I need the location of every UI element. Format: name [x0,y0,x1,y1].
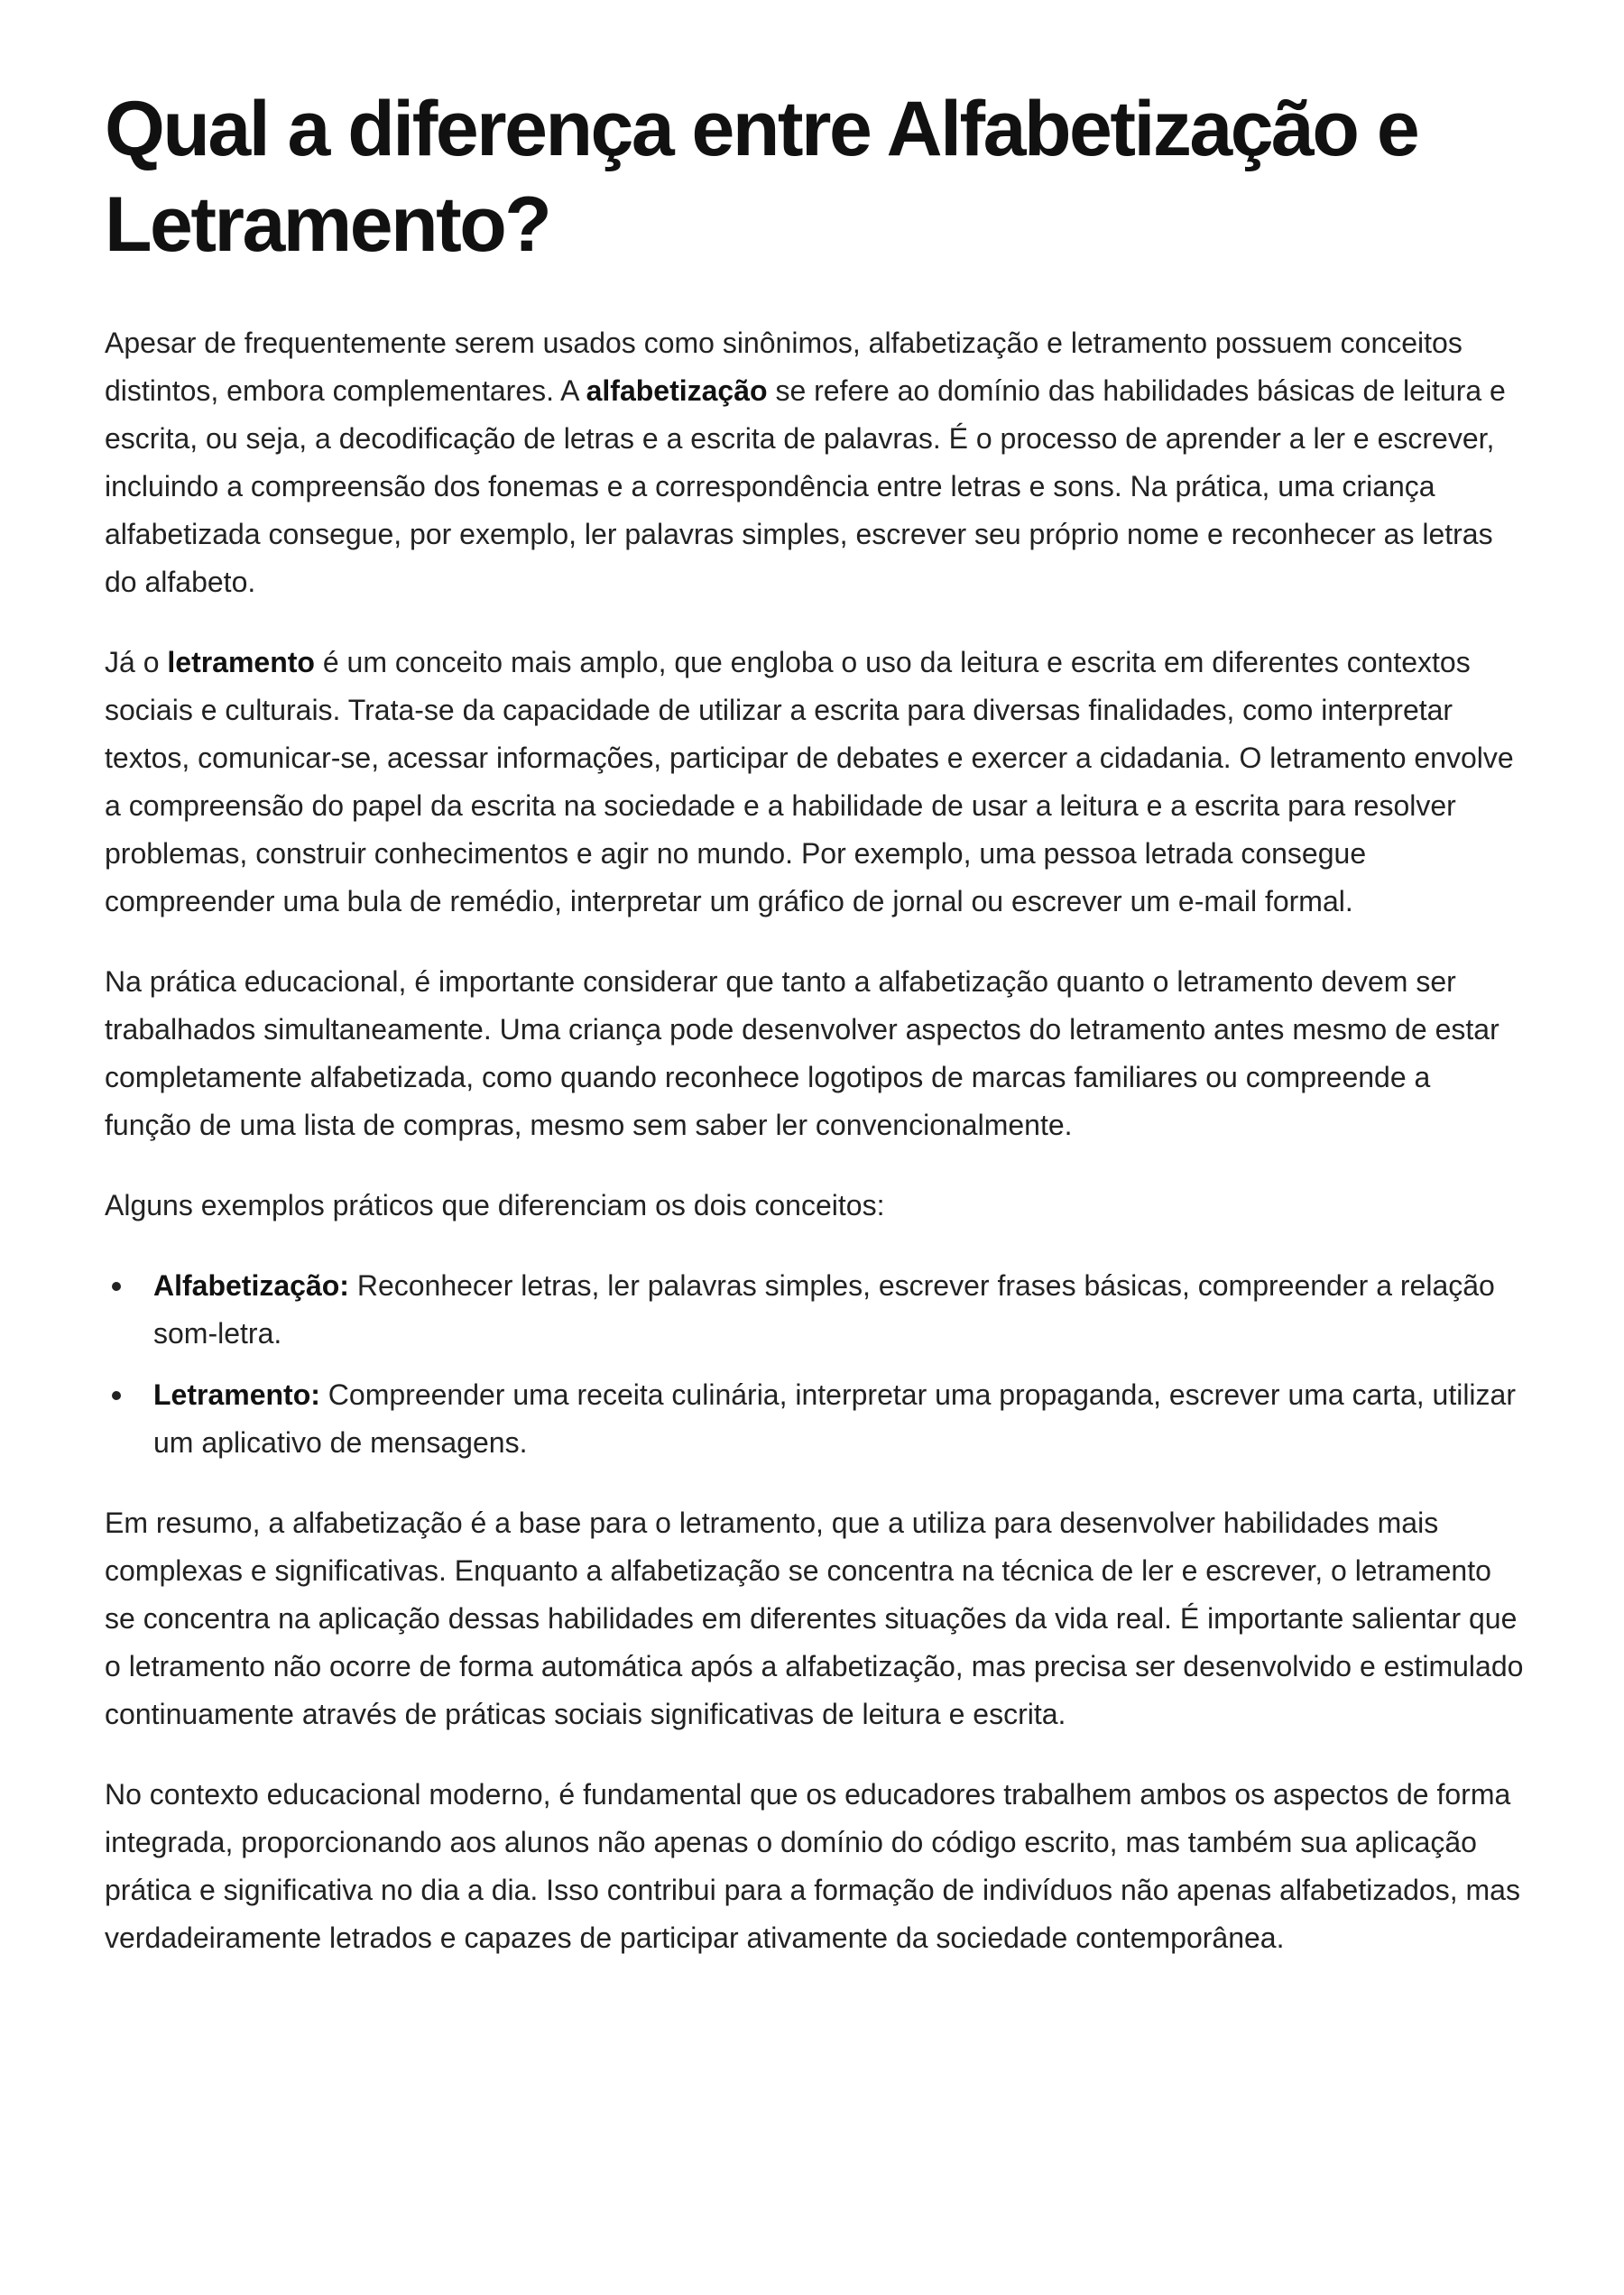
paragraph-resumo: Em resumo, a alfabetização é a base para o letramento, que a utiliza para desenvolver habilidades mais complexas e significativas. Enquanto a alfabetização se concentra na técnica de ler e escrever, o letramento se concentra na aplicação dessas habilidades em diferentes situações da vida real. É importante salientar que o letramento não ocorre de forma automática após a alfabetização, mas precisa ser desenvolvido e estimulado continuamente através de práticas sociais significativas de leitura e escrita. [105,1507,1524,1730]
term-letramento: letramento [167,646,315,678]
paragraph-pratica-educacional: Na prática educacional, é importante considerar que tanto a alfabetização quanto o letramento devem ser trabalhados simultaneamente. Uma criança pode desenvolver aspectos do letramento antes mesmo de estar completamente alfabetizada, como quando reconhece logotipos de marcas familiares ou compreende a função de uma lista de compras, mesmo sem saber ler convencionalmente. [105,965,1499,1141]
list-item-term: Alfabetização: [153,1269,349,1302]
bullet-icon [112,1391,121,1400]
paragraph-letramento [105,639,1525,926]
paragraph-exemplos-intro: Alguns exemplos práticos que diferenciam os dois conceitos: [105,1189,885,1221]
list-item-text: Reconhecer letras, ler palavras simples, escrever frases básicas, compreender a relação som-letra. [153,1269,1495,1350]
paragraph-intro [105,319,1525,606]
list-item-text: Compreender uma receita culinária, interpretar uma propaganda, escrever uma carta, utilizar um aplicativo de mensagens. [153,1378,1516,1459]
list-item [153,1262,1525,1358]
paragraph-letramento-text-2: é um conceito mais amplo, que engloba o uso da leitura e escrita em diferentes contextos sociais e culturais. Trata-se da capacidade de utilizar a escrita para diversas finalidades, como interpretar textos, comunicar-se, acessar informações, participar de debates e exercer a cidadania. O letramento envolve a compreensão do papel da escrita na sociedade e a habilidade de usar a leitura e a escrita para resolver problemas, construir conhecimentos e agir no mundo. Por exemplo, uma pessoa letrada consegue compreender uma bula de remédio, interpretar um gráfico de jornal ou escrever um e-mail formal. [105,646,1514,917]
paragraph-intro-text-1: Apesar de frequentemente serem usados como sinônimos, alfabetização e letramento possuem conceitos distintos, embora complementares. A [105,327,1463,407]
paragraph-letramento-text-1: Já o [105,646,168,678]
term-alfabetizacao: alfabetização [586,374,768,407]
list-item [153,1371,1525,1467]
list-item-term: Letramento: [153,1378,320,1411]
document-body [105,319,1525,1962]
paragraph-contexto-moderno: No contexto educacional moderno, é fundamental que os educadores trabalhem ambos os aspectos de forma integrada, proporcionando aos alunos não apenas o domínio do código escrito, mas também sua aplicação prática e significativa no dia a dia. Isso contribui para a formação de indivíduos não apenas alfabetizados, mas verdadeiramente letrados e capazes de participar ativamente da sociedade contemporânea. [105,1778,1520,1954]
bullet-icon [112,1282,121,1291]
examples-list [105,1262,1525,1467]
paragraph-intro-text-2: se refere ao domínio das habilidades básicas de leitura e escrita, ou seja, a decodificação de letras e a escrita de palavras. É o processo de aprender a ler e escrever, incluindo a compreensão dos fonemas e a correspondência entre letras e sons. Na prática, uma criança alfabetizada consegue, por exemplo, ler palavras simples, escrever seu próprio nome e reconhecer as letras do alfabeto. [105,374,1506,598]
page-title: Qual a diferença entre Alfabetização e Letramento? [105,86,1418,268]
